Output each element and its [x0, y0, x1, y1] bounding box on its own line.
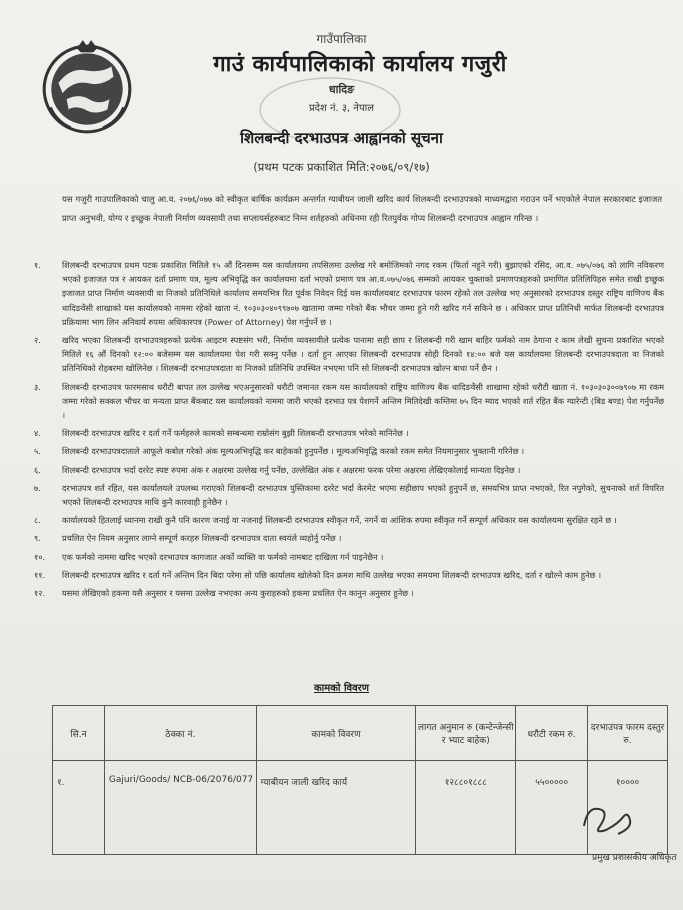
clause-number: ११.	[34, 569, 46, 580]
clause-number: ८.	[34, 515, 41, 526]
column-header: दरभाउपत्र फारम दस्तुर रु.	[588, 706, 668, 761]
clause-number: ९.	[34, 533, 41, 544]
contract-number-cell: Gajuri/Goods/ NCB-06/2076/077	[104, 761, 256, 855]
clause-number: ५.	[34, 446, 41, 457]
clause-number: १०.	[34, 551, 46, 562]
clause-number: १.	[34, 260, 41, 270]
clause-text: यसमा लेखिएको हकमा यसै अनुसार र यसमा उल्लेख नभएका अन्य कुराहरुको हकमा प्रचलित ऐन कानुन अनुसार हुनेछ ।	[62, 588, 414, 599]
clause-text: एक फर्मको नाममा खरिद भएको दरभाउपत्र कागजात अर्को व्यक्ति वा फर्मको नामबाट दाखिला गर्न पाइनेछैन ।	[62, 551, 384, 562]
clause-number: ७.	[34, 482, 41, 493]
clause-number: ४.	[34, 428, 41, 439]
column-header: सि.न	[53, 706, 105, 761]
column-header: ठेक्का नं.	[104, 706, 256, 761]
list-item	[34, 513, 664, 527]
list-item	[34, 568, 664, 582]
signature-icon	[578, 796, 638, 846]
column-header: लागत अनुमान रु (कन्टेन्जेन्सी र भ्याट बाहेक)	[416, 706, 516, 761]
clause-text: प्रचलित ऐन नियम अनुसार लाग्ने सम्पूर्ण करहरु शिलबन्दी दरभाउपत्र दाता स्वयंले व्यहोर्नु पर्नेछ ।	[62, 533, 342, 544]
district-name: धादिङ	[328, 83, 355, 96]
clause-text: शिलबन्दी दरभाउपत्र खरिद र दर्ता गर्ने फर्महरुले कामको सम्बन्धमा राम्रोसंग बुझी शिलबन्दी दरभाउपत्र भरेको मानिनेछ ।	[62, 428, 409, 439]
clause-number: ३.	[34, 381, 41, 392]
column-header: कामको विवरण	[256, 706, 416, 761]
work-details-table	[52, 705, 668, 855]
list-item	[34, 463, 664, 477]
list-item	[34, 531, 664, 545]
list-item	[34, 426, 664, 440]
table-header-row	[53, 706, 668, 761]
clause-text: खरिद भएका शिलबन्दी दरभाउपत्रहरुको प्रत्येक आइटम स्पष्टसंग भरी, निर्माण व्यवसायीले प्रत्येक पानामा सही छाप र शिलबन्दी गरी खाम बाहिर फर्मको नाम ठेगाना र काम लेखी सुचना प्रकाशित भएको मितिले १६ औं दिनको १२:०० बजेसम्म यस कार्यालयमा पेश गरी सक्नु पर्नेछ । दर्ता हुन आएका शिलबन्दी दरभाउपत्र सोही दिनको १४:०० बजे यस कार्यालयमा शिलबन्दी दरभाउपत्रदाता वा निजको प्रतिनिधिको रोहबरमा खोलिनेछ । शिलबन्दी दरभाउपत्रदाता वा निजको प्रतिनिधि उपस्थित नभएमा पनि सो शिलबन्दी दरभाउपत्र खोल्न बाधा पर्ने छैन ।	[62, 335, 664, 374]
province-line: प्रदेश नं. ३, नेपाल	[308, 103, 375, 114]
cost-estimate-cell: १२८८०१८८८	[416, 761, 516, 855]
clause-text: शिलबन्दी दरभाउपत्र प्रथम पटक प्रकाशित मितिले १५ औं दिनसम्म यस कार्यालयमा तपसिलमा उल्लेख गरे बमोजिमको नगद रकम (फिर्ता नहुने गरी) बुझाएको रसिद, आ.व. ०७५/०७६ को लागि नविकरण भएको इजाजत पत्र र आयकर दर्ता प्रमाण पत्र, मूल्य अभिवृद्धि कर कार्यालयमा दर्ता भएको प्रमाण पत्र आ.व.०७५/०७६ सम्मको आयकर चुक्ताको प्रमाणपत्रहरुको प्रमाणित प्रतिलिपिहरु समेत राखी इच्छुक इजाजत प्राप्त निर्माण व्यवसायी वा निजको प्रतिनिधिले कार्यालय समयभित्र रित पूर्वक निवेदन दिई यस कार्यालयबाट दरभाउपत्र फारम रहेको तल उल्लेख भए अनुसारको दरभाउपत्र दस्तुर राष्ट्रिय वाणिज्य बैंक धादिङवेंसी शाखाको यस कार्यालयको नाममा रहेको खाता नं. १०३०३०४०९९७०७ खातामा जम्मा गरेको बैंक भौचर जम्मा हुने गरी खरिद गर्न सकिने छ । अधिकार प्राप्त प्रतिनिधी मार्फत शिलबन्दी दरभाउपत्र प्रक्रियामा भाग लिन अनिवार्य रुपमा अधिकारपत्र (Power of Attorney) पेश गर्नुपर्ने छ ।	[62, 260, 664, 327]
list-item	[34, 481, 664, 509]
office-name: गाउं कार्यपालिकाको कार्यालय गजुरी	[213, 52, 507, 77]
clause-text: शिलबन्दी दरभाउपत्र भर्दा दररेट स्पष्ट रुपमा अंक र अक्षरमा उल्लेख गर्नु पर्नेछ, उल्लेखित अंक र अक्षरमा फरक परेमा अक्षरमा लेखिएकोलाई मान्यता दिइनेछ ।	[62, 464, 521, 475]
list-item	[34, 444, 664, 458]
clause-text: दरभाउपत्र शर्त रहित, यस कार्यालयले उपलब्ध गराएको शिलबन्दी दरभाउपत्र पुस्तिकामा दररेट भर्दा केरमेट भएमा सहीछाप भएको हुनुपर्ने छ, समयभित्र प्राप्त नभएको, रित नपुगेको, सुचनाको शर्त विपरित भएको शिलबन्दी दरभाउपत्र माथि कुनै कारवाही हुनेछैन ।	[62, 482, 664, 508]
clause-number: २.	[34, 335, 41, 346]
terms-list	[34, 258, 664, 604]
intro-paragraph: यस गजुरी गाउपालिकाको चालु आ.व. २०७६/०७७ को स्वीकृत बार्षिक कार्यक्रम अन्तर्गत ग्याबीयन जाली खरिद कार्य शिलबन्दी दरभाउपत्रको माध्यमद्वारा गराउन पर्ने भएकोले नेपाल सरकारबाट इजाजत प्राप्त अनुभवी, योग्य र इच्छुक नेपाली निर्माण व्यवसायी तथा सप्लायर्सहरुबाट निम्न शर्तहरुको अधिनमा रही रितपुर्वक गोप्य शिलबन्दी दरभाउपत्र आह्वान गरिन्छ ।	[62, 194, 662, 223]
clause-text: शिलबन्दी दरभाउपत्र खरिद र दर्ता गर्ने अन्तिम दिन बिदा परेमा सो पछि कार्यालय खोलेको दिन क्रमश माथि उल्लेख भएका समयमा शिलबन्दी दरभाउपत्र खरिद, दर्ता र खोल्ने काम हुनेछ ।	[62, 569, 602, 580]
list-item	[34, 380, 664, 423]
serial-number-cell: १.	[53, 761, 105, 855]
clause-text: शिलबन्दी दरभाउपत्र फारमसाथ धरौटी बापत तल उल्लेख भएअनुसारको धरौटी जमानत रकम यस कार्यालयको राष्ट्रिय वाणिज्य बैंक धादिङवेंसी शाखामा रहेको धरौटी खाता नं. १०३०३०३००७९०७ मा रकम जम्मा गरेको सक्कल भौचर वा मन्यता प्राप्त बैंकबाट यस कार्यालयको नाममा जारी भएको दरभाउ पत्र पेशगर्ने अन्तिम मितिदेखी कम्तिमा ७५ दिन म्याद भएको शर्त रहित बैंक ग्यारेन्टी (बिड बण्ड) पेश गर्नुपर्नेछ ।	[62, 381, 664, 421]
publish-date: (प्रथम पटक प्रकाशित मिति:२०७६/०९/१७)	[253, 160, 430, 174]
bid-form-fee-cell: १००००	[588, 761, 668, 855]
clause-number: ६.	[34, 464, 41, 475]
list-item	[34, 550, 664, 564]
signatory-title: प्रमुख प्रशासकीय अधिकृत	[592, 853, 677, 863]
clause-text: कार्यालयको हितलाई ध्यानमा राखी कुनै पनि कारण जनाई वा नजनाई शिलबन्दी दरभाउपत्र स्वीकृत गर्ने, नगर्ने वा आंशिक रुपमा स्वीकृत गर्ने सम्पूर्ण अधिकार यस कार्यालयमा सुरक्षित रहने छ ।	[62, 515, 617, 526]
clause-text: शिलबन्दी दरभाउपत्रदाताले आफूले कबोल गरेको अंक मूल्यअभिवृद्धि कर बाहेकको हुनुपर्नेछ । मूल्यअभिवृद्धि करको रकम समेत नियमानुसार भुक्तानी गरिनेछ ।	[62, 446, 525, 457]
table-row	[53, 761, 668, 855]
list-item	[34, 586, 664, 600]
list-item	[34, 333, 664, 376]
notice-title: शिलबन्दी दरभाउपत्र आह्वानको सूचना	[240, 129, 443, 147]
security-deposit-cell: ५५०००००	[516, 761, 588, 855]
list-item	[34, 258, 664, 329]
clause-number: १२.	[34, 588, 46, 599]
column-header: धरौटी रकम रु.	[516, 706, 588, 761]
work-description-cell: ग्याबीयन जाली खरिद कार्य	[256, 761, 416, 855]
header-top-line: गाउँपालिका	[316, 32, 367, 46]
work-section-title: कामको विवरण	[313, 683, 370, 694]
